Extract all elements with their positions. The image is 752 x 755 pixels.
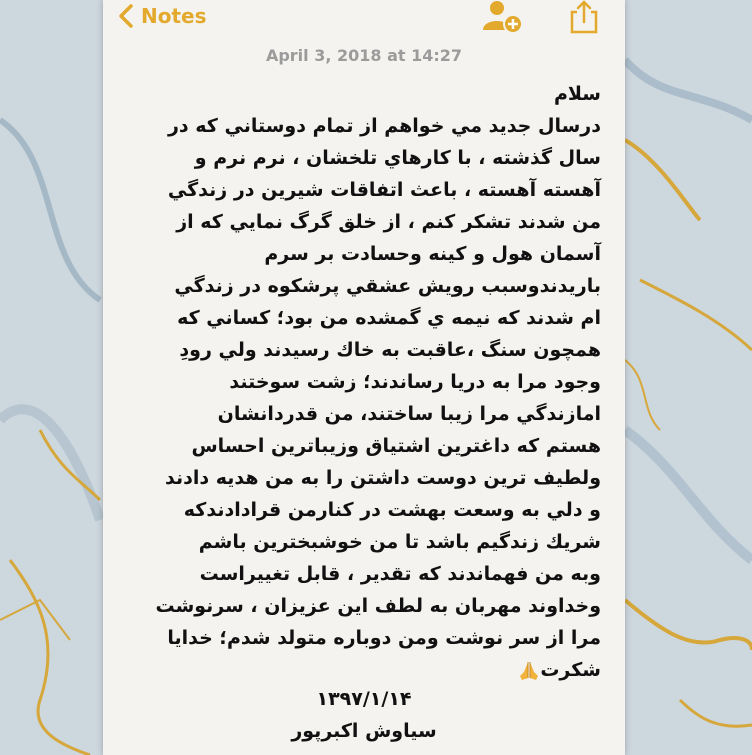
signature-name: سياوش اكبرپور [291,720,437,742]
note-line: وجود مرا به دريا رساندند؛ زشت سوختند [229,371,601,393]
note-line-last [117,654,601,686]
note-line: سلام [553,83,601,105]
note-line: باريدندوسبب رويش عشقي پرشكوه در زندگي [174,275,601,297]
back-label: Notes [141,4,207,28]
note-line: من شدند تشكر كنم ، از خلق گرگ نمايي كه از [176,211,601,233]
note-line: هستم كه داغترين اشتياق وزيباترين احساس [191,435,601,457]
signature-block [103,683,625,747]
note-line: شريك زندگيم باشد تا من خوشبخترين باشم [198,531,601,553]
note-card [103,0,625,755]
note-line: سال گذشته ، با كارهاي تلخشان ، نرم نرم و [194,147,601,169]
note-line: ام شدند كه نيمه ي گمشده من بود؛ كساني كه [177,307,601,329]
back-button[interactable] [117,0,207,32]
signature-date: ۱۳۹۷/۱/۱۴ [316,688,412,710]
chevron-left-icon [117,3,135,29]
note-body[interactable] [117,78,601,686]
note-line: ولطيف ترين دوست داشتن را به من هديه دادند [165,467,601,489]
note-date: April 3, 2018 at 14:27 [265,46,463,65]
add-people-icon[interactable] [479,0,525,34]
note-line: درسال جديد مي خواهم از تمام دوستاني كه در [167,115,601,137]
note-line: و دلي به وسعت بهشت در كنارمن قرادادندكه [183,499,601,521]
note-line: امازندگي مرا زيبا ساختند، من قدردانشان [217,403,601,425]
note-line: وخداوند مهربان به لطف اين عزيزان ، سرنوشت [155,595,601,617]
note-line: همچون سنگ ،عاقبت به خاك رسيدند ولي رودِ [179,339,601,361]
note-line: وبه من فهماندند كه تقدير ، قابل تغييراست [199,563,601,585]
note-line: شكرت [540,659,601,681]
share-icon[interactable] [567,0,601,34]
praying-hands-icon [518,660,540,682]
note-line: آسمان هول و كينه وحسادت بر سرم [264,243,601,265]
note-line: آهسته آهسته ، باعث اتفاقات شيرين در زندگي [167,179,601,201]
note-line: مرا از سر نوشت ومن دوباره متولد شدم؛ خدايا [167,627,601,649]
